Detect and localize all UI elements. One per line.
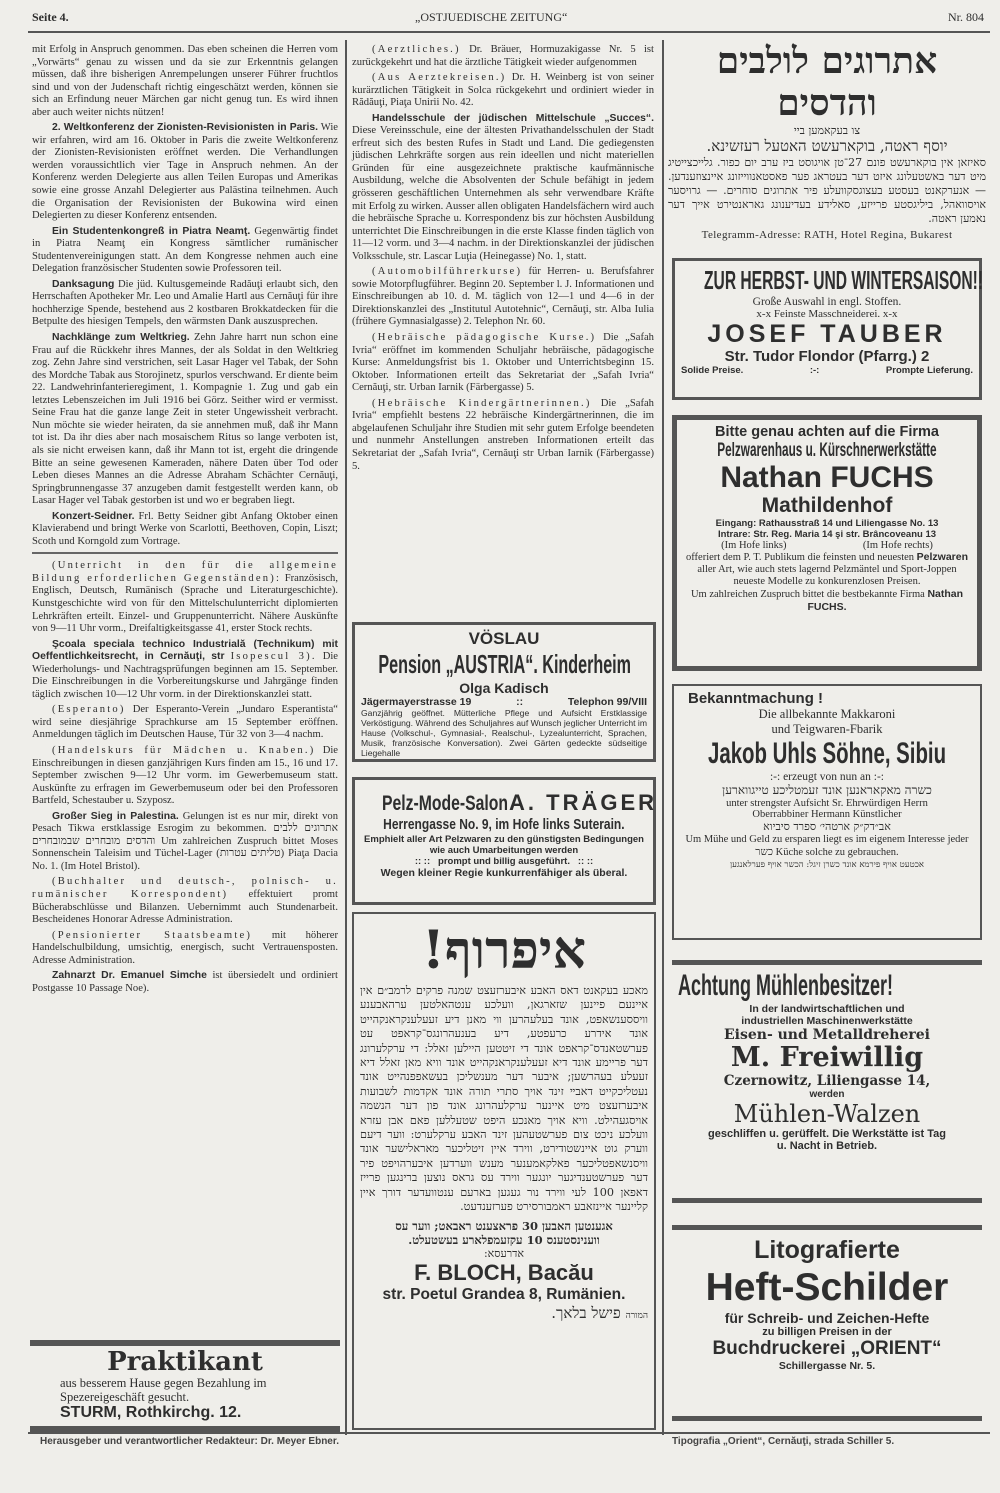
article-text: Die „Safah Ivria“ eröffnet im kommenden Schuljahr hebräische, pädagogische Kurse: Anmeldungsfrist bis 1. Oktober und Unterrichtsbeginn 15. Oktober. Informationen erteilt das Sekretariat der „Safah Ivria“ Cernăuţi, str. Urban Iarnik (Färbergasse) 5. (352, 332, 654, 394)
newspaper-title: „OSTJUEDISCHE ZEITUNG“ (415, 10, 568, 24)
article-headline: Şcoala speciala technico Industrială (Technikum) mit Oeffentlichkeitsrecht, in Cernăuţi, str (32, 638, 338, 663)
ad-tauber (672, 258, 982, 400)
ad-address: STURM, Rothkirchg. 12. (60, 1404, 242, 1421)
separator: :-: (809, 365, 820, 376)
article-headline: (Automobilführerkurse) (372, 266, 523, 278)
ad-text: Ganzjährig geöffnet. Mütterliche Pflege und Aufsicht Erstklassige Verköstigung. Während des Schuljahres auf Wunsch jeglicher Unterricht im Hause (Volkschul-, Gymnasial-, Realschul-, Lyzealunterricht, Sprachen, Musik, französische Konversation). Zwei Gärten gedeckte südseitige Liegehalle (361, 708, 647, 758)
column-divider (345, 40, 347, 1435)
article (32, 876, 338, 926)
footer-editor: Herausgeber und verantwortlicher Redakteur: Dr. Meyer Ebner. (40, 1436, 339, 1447)
ad-hebrew: אכטעט אויף פירמא אונד כשרן זיגל: הכשר אויף פערלאנגען (730, 860, 924, 870)
ad-orient (672, 1225, 982, 1421)
footer-printer: Tipografia „Orient“, Cernăuţi, strada Schiller 5. (672, 1436, 895, 1447)
article (32, 970, 338, 995)
article-headline: Zahnarzt Dr. Emanuel Simche (52, 970, 207, 982)
ad-title: Pension „AUSTRIA“. Kinderheim (378, 649, 631, 679)
ad-sign: Nathan FUCHS. (807, 588, 964, 613)
article (32, 226, 338, 276)
ad-entry: Eingang: Rathausstraß 14 und Liliengasse No. 13 (715, 518, 939, 529)
footer-rule (28, 1432, 990, 1434)
article-headline: (Hebräische Kindergärtnerinnen.) (372, 397, 592, 409)
article (32, 332, 338, 508)
ad-voeslau (352, 622, 656, 762)
ad-hebrew: אב״דק״ק ארטהי׳ ספרד סיביוא (763, 820, 891, 833)
article-text: effektuiert promt Bücherabschlüsse und Bilanzen. Uebernimmt auch Stundenarbeit. Bescheidenes Honorar Adresse Administration. (32, 889, 338, 926)
article-text: Die jüd. Kultusgemeinde Radăuţi erlaubt sich, den Herrschaften Apotheker Mr. Leo und Amalie Hartl aus Cernăuţi für ihre hochherzige Spende, bestehend aus 2 kostbaren Brokkatdecken für die Betpulte des hiesigen Tempels, den wärmsten Dank auszusprechen. (32, 278, 338, 328)
ad-text: Solide Preise. (681, 365, 744, 376)
ad-name: F. BLOCH, Bacău (414, 1259, 594, 1285)
ad-text: In der landwirtschaftlichen und (749, 1003, 905, 1015)
ad-discount: אגענטען האבען 30 פראצענט ראבאט; ווער עס (395, 1218, 613, 1233)
article-headline: Danksagung (52, 278, 115, 290)
article-headline: Ein Studentenkongreß in Piatra Neamţ. (52, 225, 251, 237)
ad-text: Oberrabbiner Hermann Künstlicher (752, 809, 902, 820)
article-headline: (Aus Aerztekreisen.) (372, 72, 507, 84)
signature-prefix: המורה (625, 1310, 648, 1321)
header-rule (28, 31, 990, 33)
ad-text: zu billigen Preisen in der (762, 1326, 892, 1338)
ad-freiwillig (672, 960, 982, 1203)
ad-name: M. Freiwillig (730, 1042, 924, 1073)
ad-text: geschliffen u. gerüffelt. Die Werkstätte ist Tag u. Nacht in Betrieb. (708, 1128, 946, 1152)
ad-place: VÖSLAU (468, 629, 540, 648)
article-headline-spaced: Isopescul 3). (230, 651, 317, 663)
article (352, 113, 654, 264)
ad-title: Praktikant (107, 1347, 263, 1377)
issue-number: Nr. 804 (948, 10, 984, 24)
ad-headline: Achtung Mühlenbesitzer! (678, 969, 894, 1002)
ad-text: Litografierte (754, 1236, 900, 1264)
article-text: Gelungen ist es nur mir, direkt von Pesach Tikwa erstklassige Esrogim zu bekommen. אתרוגים ללבים והדסים מובחרים שבמובחרים Um zahlreichen Zuspruch bittet Moses Sonnenschein Taleisim und Tüchel-Lager (טליתים עטרות) Piaţa Dacia No. 1. (Im Hotel Bristol). (32, 810, 339, 872)
article-headline: Großer Sieg in Palestina. (52, 810, 179, 822)
ad-text: offeriert dem P. T. Publikum die feinsten und neuesten (685, 552, 915, 563)
article (352, 398, 654, 473)
article (32, 122, 338, 222)
ad-text: סאיזאן אין בוקארעשט פונם 27־טן אויגוסט ביז ערב יום כפור. גלייכצייטיג מיט דער באשטעלונג איזט דער בעטראג פער פאסטאנווייזונג איינצוזענדען. — אנערקאנט בעסטע בעצוגסקוועלע פיר אתרוגים סוחרים. — גרויסער אויסוואהל, ביליגסטע פרייזע, סאלידע בעדיענונג גאראנטירט אייך דער נאמען ראטה. (668, 156, 986, 225)
article-text: Frl. Betty Seidner gibt Anfang Oktober einen Klavierabend und bringt Werke von Scarlotti, Beethoven, Copin, Liszt; Scoth und Korngold zum Vortrage. (32, 510, 338, 547)
article (352, 44, 654, 69)
ad-address: Czernowitz, Liliengasse 14, (723, 1073, 931, 1089)
ad-text: aus besserem Hause gegen Bezahlung im Spezereigeschäft gesucht. (60, 1376, 267, 1404)
article-text: Französisch, Englisch, Deutsch, Rumänisch (Sprache und Literaturgeschichte). Kunstgeschichte wird von für den Mittelschulunterricht diplomierten Lehrkräften erteilt. Einzel- und Gruppenunterricht. Nähere Auskünfte von 9—11 Uhr vorm., Dreifaltigkeitsgasse 41, erster Stock rechts. (32, 572, 338, 635)
ad-title: Pelz-Mode-Salon (382, 792, 509, 815)
article-text: Die „Safah Ivria“ empfiehlt bestens 22 hebräische Kindergärtnerinnen, die im abgelaufenen Schuljahr ihre Studien mit sehr gutem Erfolge beendeten und nunmehr Anstellungen anstreben Informationen erteilt das Sekretariat der „Safah Ivria“, Cernăuţi str Urban Iarnik (Färbergasse) 5. (352, 397, 654, 472)
ad-entry: Intrare: Str. Reg. Maria 14 şi str. Brâncoveanu 13 (717, 529, 937, 540)
article (32, 511, 338, 549)
ad-discount: ווענינסטענס 10 עקזעמפלארע בעשטעלט. (408, 1232, 600, 1247)
ad-text: unter strengster Aufsicht Sr. Ehrwürdigen Herrn (726, 798, 928, 809)
column-1 (32, 44, 338, 998)
ad-text: :-: erzeugt von nun an :-: (769, 771, 884, 783)
ad-text: Prompte Lieferung. (885, 365, 973, 376)
article-text: Die Einschreibungen in diesen ganzjährigen Kurs finden am 15., 16 und 17. September zwischen 9—12 Uhr vorm. im Gewerbemuseum statt. Auskünfte zu erfragen im Gewerbemuseum oder bei den Professoren Bartfeld, Schestauber u. Szyposz. (32, 744, 338, 807)
ad-text: aller Art, wie auch stets lagernd Pelzmäntel und Sport-Joppen neueste Modelle zu konkurenzlosen Preisen. (697, 564, 957, 587)
article-text: ist übersiedelt und ordiniert Postgasse 10 Passage Noe). (32, 970, 338, 994)
ad-title: Heft-Schilder (705, 1266, 949, 1309)
ad-text: x-x Feinste Masschneiderei. x-x (756, 308, 898, 320)
article-text: Diese Vereinsschule, eine der ältesten Privathandelsschulen der Stadt erfreut sich des besten Rufes in Stadt und Land. Die gediegensten jüdischen Lehrkräfte sorgen aus rein ideellen und nicht materiellen Gründen für eine ausgezeichnete praktische kaufmännische Ausbildung, welche die Absolventen der Schule befähigt in jedem grösseren geschäftlichen Unternehmen als sehr verwendbare Kräfte mit Erfolg zu wirken. Ausser allen obligaten Handelsfächern wird auch die hebräische Sprache u. Korrespondenz bis zur höchsten Ausbildung unterrichtet Die Einschreibungen in die erste Klasse finden täglich von 11—12 vorm. und 3—4 nachm. in der Direktionskanzlei der jüdischen Volksschule, str. Lascar Luţia (Heinegasse) No. 1, statt. (352, 125, 654, 262)
ad-text: werden (809, 1089, 845, 1100)
article (32, 279, 338, 329)
article-text: Wie wir erfahren, wird am 16. Oktober in Paris die zweite Weltkonferenz der Zionisten-Revisionisten eröffnet werden. Die Verhandlungen werden voraussichtlich vier Tage in Anspruch nehmen. An der Konferenz werden Delegierte aus allen Teilen Europas und Amerikas sowie eine grosse Anzahl Delegierter aus Palästina teilnehmen. Auch die Organisation der Revisionisten der Bukowina wird einen Delegierten zu dieser Konferenz entsenden. (32, 122, 338, 222)
ad-text: und Teigwaren-Fbarik (771, 722, 883, 736)
ad-headline: ZUR HERBST- UND WINTERSAISON!! (704, 265, 984, 295)
ad-text: מאכע בעקאנט דאס האבע איבערזעצט שמנה פרקים לרמב״ם אין איינעם פיינען שזארגאן, וועלכע ענטהאלטען ערהאבענע וויססענשאפט, אונד בעלעהרען ווי מאנן דיע זעעלענקראנקהייט אונד אידרע כרעפטע, דיע בענעהרונגס־קראפט עט פערשטאנדס־קראפט אונד די זיטטען היילען זאלל: די ערקלערונג דער פריימע אונד דיא זעעלענקראנקהייט אונד וויא מאן זאלל דיא זעעלע בעהרשען; איבער דער מענשליכן בעשאפפנהייט אונד נעטליכקייט דאבײ זינד אויך סתרי תורה אונד אקדמות לשבועות איבערזעצט מיט איינער ערקלעהרונג אונד פון דער הנשמה אויסגעהילט. וויא אויך מאנכע היפט שטעללען פאם אבן עזרא וועלכע ניכט צום פערשטעהען זינד האבע ערקלערט: ווער דיעם ווערק גוט איינשטודירט, ווירד איין זיטליכער מאראלישער אונד וויסנשאפטליכער פאלקאמענער מענש ווערדען איבערהויפט פיר דער פערשטענדיגער יונגער ווירד עס גראס נוצען ברינגען פרייז דאפאן 100 לעי ווירד נור געגען בארעם ענטוועדער דורך איין קליינער איינזאבע ראמבורסירט פערזענדעט. (360, 984, 649, 1214)
ad-title: Bekanntmachung ! (688, 690, 824, 707)
ad-esrogim (668, 40, 986, 241)
article-headline: (Handelskurs für Mädchen u. Knaben.) (52, 744, 316, 756)
article (352, 266, 654, 329)
article (32, 639, 338, 702)
ad-hebrew: כשרה מאקאראנען אונד זעמטליכע טייגווארען (722, 783, 932, 797)
article-headline: 2. Weltkonferenz der Zionisten-Revisionisten in Paris. (52, 122, 319, 134)
ad-praktikant (30, 1340, 340, 1432)
article (32, 560, 338, 635)
ad-text: :: :: prompt und billig ausgeführt. :: :: (414, 856, 594, 867)
ad-text: (Im Hofe rechts) (862, 540, 933, 551)
ad-text: Um Mühe und Geld zu ersparen liegt es im eigenem Interesse jeder כשר Küche solche zu gebrauchen. (685, 834, 969, 858)
ad-address: str. Poetul Grandea 8, Rumänien. (382, 1285, 626, 1303)
separator: :: (516, 696, 524, 708)
article-text: mit Erfolg in Anspruch genommen. Das eben scheinen die Herren vom „Vorwärts“ genau zu wissen und da sie zur Erkenntnis gelangen müssen, daß ihre bisherigen Anrempelungen unserer Führer fruchtlos sind und von der Judenschaft richtig eingeschätzt werden, können sie sich an Erfindung neuer Märchen gar nicht genug tun. Es wird ihnen aber auch weiter nichts nützen! (32, 44, 338, 118)
article-text: Der Esperanto-Verein „Jundaro Esperantista“ wird seine diesjährige Sprachkurse am 15 September eröffnen. Anmeldungen täglich im Deutschen Hause, Tür 32 von 3—4 nachm. (32, 704, 338, 741)
ad-traeger (352, 777, 656, 905)
column-divider (662, 40, 664, 1435)
article-headline: Konzert-Seidner. (52, 510, 135, 522)
article (32, 704, 338, 742)
ad-text: Um zahlreichen Zuspruch bittet die bestbekannte Firma (690, 589, 925, 600)
ad-text: Eisen- und Metalldreherei (723, 1027, 930, 1043)
ad-address: Jägermayerstrasse 19 (361, 696, 472, 708)
ad-text: für Schreib- und Zeichen-Hefte (724, 1310, 930, 1326)
ad-product: Mühlen-Walzen (733, 1100, 921, 1128)
column-2 (352, 44, 654, 476)
section-rule (32, 552, 338, 554)
article-headline: (Esperanto) (52, 704, 126, 716)
ad-owner: Olga Kadisch (459, 680, 549, 696)
ad-slogan: Wegen kleiner Regie kunkurrenfähiger als überal. (380, 867, 628, 879)
ad-name: יוסף ראטה, בוקארעשט האטעל רעזשינא. (706, 137, 948, 155)
article-text: für Herren- u. Berufsfahrer sowie Motorpflugführer. Beginn 20. September l. J. Informationen und Einschreibungen ab 10. d. M. täglich von 12—1 und 4—6 in der Direktionskanzlei des „Institutul Autotehnic“, Cernăuţi, str. Alba Iulia (frühere Gymnasialgasse) 2. Telephon Nr. 60. (352, 266, 654, 328)
article (352, 332, 654, 395)
ad-address: Schillergasse Nr. 5. (778, 1360, 876, 1372)
ad-address: Herrengasse No. 9, im Hofe links Suterain. (383, 816, 625, 833)
ad-place: Mathildenhof (761, 494, 893, 517)
ad-title: איפרוף! (422, 920, 586, 981)
article (352, 72, 654, 110)
article-text: Dr. H. Weinberg ist von seiner kurärztlichen Tätigkeit in Solca rückgekehrt und ordiniert wieder in Rădăuţi, Piaţa Unirii No. 42. (352, 72, 654, 109)
article (32, 930, 338, 968)
article (32, 811, 338, 874)
ad-fuchs (672, 415, 982, 671)
article-headline: Handelsschule der jüdischen Mittelschule „Succes“. (372, 112, 654, 124)
ad-address-label: אדרעסא: (483, 1246, 525, 1260)
ad-telegram: Telegramm-Adresse: RATH, Hotel Regina, Bukarest (701, 229, 953, 241)
ad-text-bold: Pelzwaren (916, 551, 969, 563)
signature: פישל בלאך. (551, 1303, 621, 1322)
ad-name: Nathan FUCHS (720, 461, 934, 494)
article (32, 44, 338, 119)
article-text: Dr. Bräuer, Hormuzakigasse Nr. 5 ist zurückgekehrt und hat die ärztliche Tätigkeit wieder aufgenommen (352, 44, 654, 68)
ad-name: Buchdruckerei „ORIENT“ (712, 1338, 942, 1359)
ad-phone: Telephon 99/VIII (567, 696, 647, 708)
article-text: Zehn Jahre harrt nun schon eine Frau auf die Rückkehr ihres Mannes, der als Soldat in den Weltkrieg zog. Zehn Jahre sind verstrichen, seit Lasar Hager vel Tabak, der Sohn des Mordche Tabak aus Storojinetz, spurlos verschwand. Er diente beim 22. Landwehrinfanterieregiment, 1. Kompagnie 1. Zug und gab ein letztes Lebenszeichen im Juli 1916 bei Görz. Seither wird er vermisst. Seine Frau hat die ganze lange Zeit in steter Ungewissheit verbracht. Nun möchte sie wieder heiraten, da sie annehmen muß, daß ihr Mann tot ist. Da ihr dies aber nach mosaischem Ritus so lange verboten ist, als sie nicht erweisen kann, daß ihr Mann tot ist, ergeht die dringende Bitte an seine gewesenen Kameraden, nähere Daten über Tod oder Leben dieses Mannes an die Adresse Abraham Schächter Cernăuţi, Springbrunnengasse 37 anzugeben damit festgestellt werden kann, ob Lasar Hager vel Tabak gestorben ist und wo er begraben liegt. (32, 332, 338, 507)
article-headline: Nachklänge zum Weltkrieg. (52, 332, 190, 344)
ad-text: (Im Hofe links) (721, 540, 787, 551)
ad-text: Bitte genau achten auf die Firma (715, 424, 939, 440)
article-headline: (Hebräische pädagogische Kurse.) (372, 332, 597, 344)
ad-text: Große Auswahl in engl. Stoffen. (752, 296, 902, 308)
article-text: Die Wiederholungs- und Nachtragsprüfungen beginnen am 15. September. Die Einschreibungen in die Vorbereitungskurse und Jahrgänge finden täglich zwischen 10—12 Uhr vorm. in der Direktionskanzlei statt. (32, 651, 338, 700)
article-headline: (Unterricht in den für die allgemeine Bildung erforderlichen Gegenständen): (32, 560, 338, 584)
ad-text: Emphielt aller Art Pelzwaren zu den günstigsten Bedingungen wie auch Umarbeitungen werden (364, 834, 644, 856)
ad-name: A. TRÄGER (509, 790, 658, 815)
ad-name: JOSEF TAUBER (707, 320, 947, 348)
article-headline: (Pensionierter Staatsbeamte) (52, 929, 253, 941)
page-number: Seite 4. (32, 10, 69, 24)
article-text: Gegenwärtig findet in Piatra Neamţ ein Kongress sämtlicher rumänischer Studentenvereinigungen statt. An dem Kongresse nehmen auch eine Delegation französischer Studenten sowie Professoren teil. (32, 225, 338, 275)
ad-yiddish-book (352, 912, 656, 1430)
ad-title: אתרוגים לולבים והדסים (716, 40, 938, 124)
ad-name: Jakob Uhls Söhne, Sibiu (707, 737, 947, 770)
article-headline: (Buchhalter und deutsch-, polnisch- u. rumänischer Korrespondent) (32, 876, 338, 900)
ad-text: Die allbekannte Makkaroni (758, 707, 896, 721)
article (32, 745, 338, 808)
ad-subtitle: צו בעקאמען ביי (793, 124, 861, 137)
ad-address: Str. Tudor Flondor (Pfarrg.) 2 (724, 348, 930, 365)
article-text: mit höherer Handelschulbildung, umsichtig, energisch, sucht Vertrauensposten. Adresse Administration. (32, 929, 338, 966)
ad-text: industriellen Maschinenwerkstätte (741, 1015, 913, 1027)
ad-text: Pelzwarenhaus u. Kürschnerwerkstätte (717, 440, 937, 461)
article-headline: (Aerztliches.) (372, 44, 461, 55)
ad-uhl (672, 684, 982, 940)
